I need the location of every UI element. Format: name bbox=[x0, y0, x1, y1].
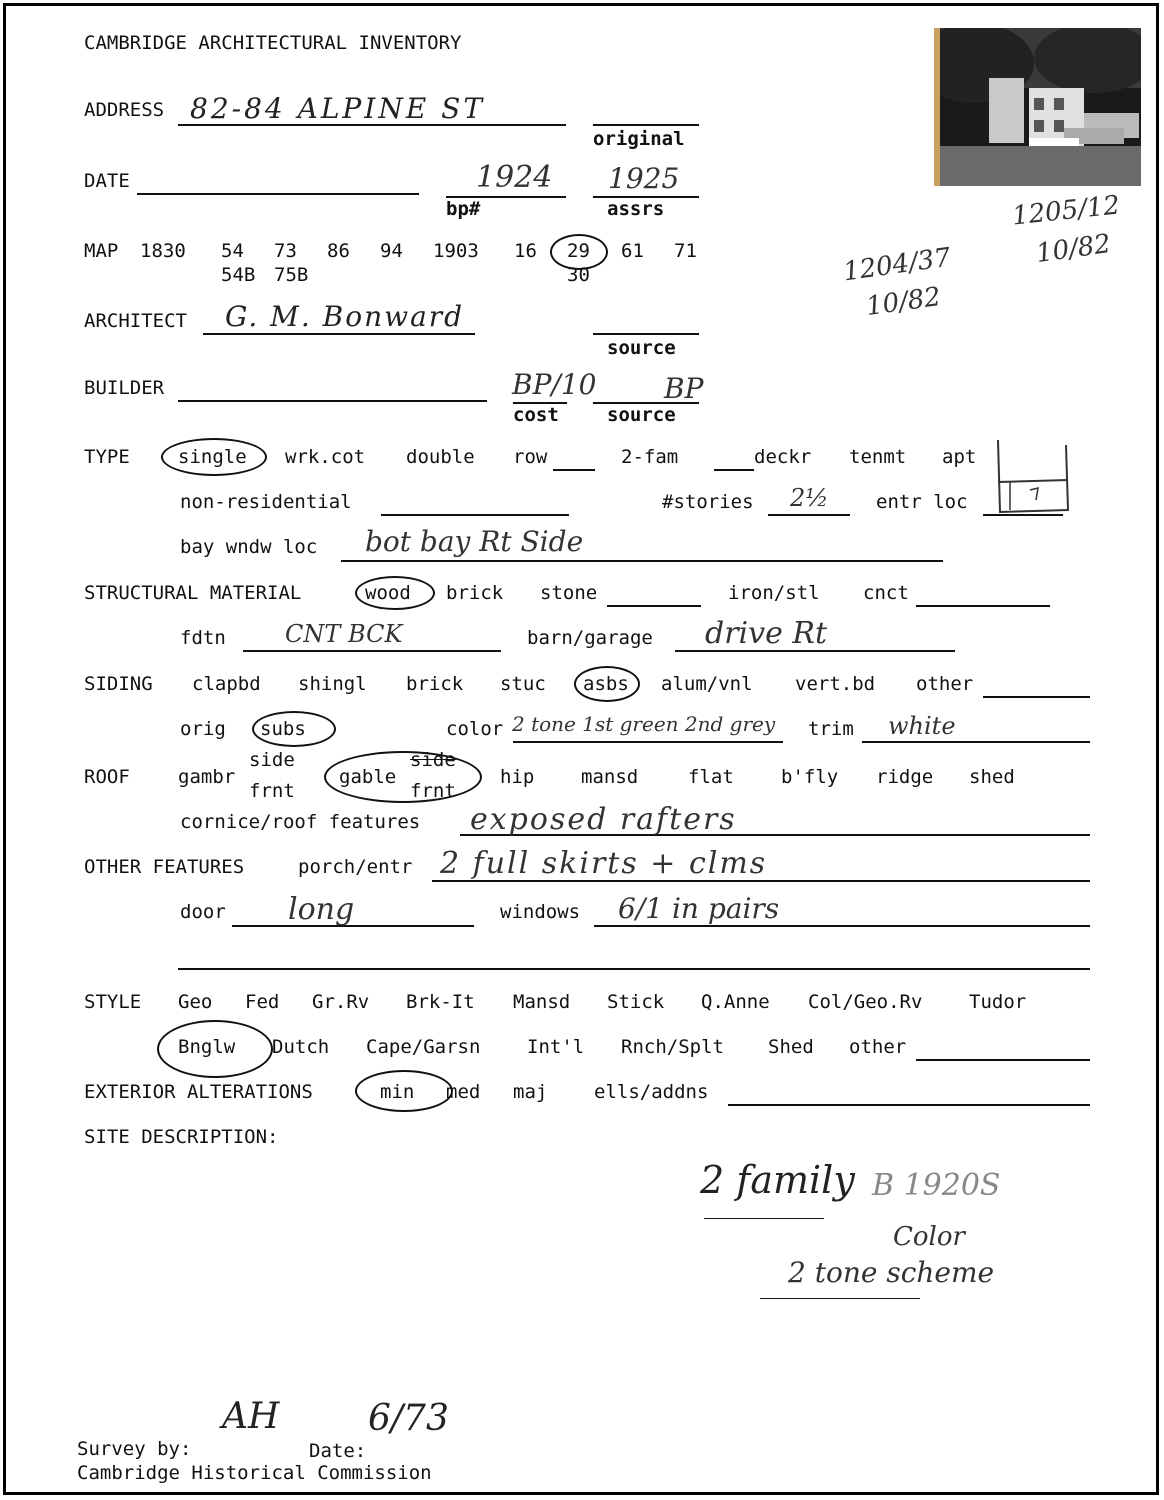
porch-label: porch/entr bbox=[298, 856, 413, 878]
original-label: original bbox=[593, 128, 685, 150]
site-note-2: Color bbox=[893, 1222, 965, 1252]
fdtn-label: fdtn bbox=[180, 627, 226, 649]
siding-asbs-circle bbox=[574, 666, 640, 702]
barn-label: barn/garage bbox=[527, 627, 653, 649]
style-fed: Fed bbox=[245, 991, 280, 1013]
cnct-line bbox=[916, 605, 1050, 607]
roof-gambr: gambr bbox=[178, 766, 236, 788]
style-bnglw-circle bbox=[157, 1020, 273, 1078]
roof-label: ROOF bbox=[84, 766, 130, 788]
map-note-2: 1205/12 bbox=[1010, 190, 1122, 232]
roof-side-2: side bbox=[410, 749, 456, 771]
map-sub-75b: 75B bbox=[274, 264, 309, 286]
subs-circle bbox=[252, 711, 336, 747]
siding-other-line bbox=[983, 696, 1090, 698]
map-note-2b: 10/82 bbox=[1034, 228, 1113, 270]
siding-other: other bbox=[916, 673, 974, 695]
style-other-line bbox=[916, 1059, 1090, 1061]
commission-name: Cambridge Historical Commission bbox=[77, 1462, 432, 1484]
type-deckr: deckr bbox=[754, 446, 812, 468]
style-mansd: Mansd bbox=[513, 991, 571, 1013]
color-label: color bbox=[446, 718, 504, 740]
map-year-86: 86 bbox=[327, 240, 350, 262]
alterations-med: med bbox=[446, 1081, 481, 1103]
stone-line bbox=[607, 605, 701, 607]
style-qanne: Q.Anne bbox=[701, 991, 770, 1013]
builder-label: BUILDER bbox=[84, 377, 165, 399]
nonres-line bbox=[381, 514, 569, 516]
alterations-min: min bbox=[380, 1081, 415, 1103]
date-bp-value: 1924 bbox=[476, 160, 553, 195]
style-bnglw: Bnglw bbox=[178, 1036, 236, 1058]
date-line bbox=[137, 193, 419, 195]
footer-date-value: 6/73 bbox=[368, 1398, 449, 1439]
original-top-line bbox=[593, 124, 699, 126]
survey-value: AH bbox=[222, 1396, 280, 1437]
structural-label: STRUCTURAL MATERIAL bbox=[84, 582, 302, 604]
type-apt: apt bbox=[942, 446, 977, 468]
type-double: double bbox=[406, 446, 475, 468]
style-dutch: Dutch bbox=[272, 1036, 330, 1058]
bay-label: bay wndw loc bbox=[180, 536, 318, 558]
trim-value: white bbox=[888, 712, 956, 740]
survey-label: Survey by: bbox=[77, 1438, 192, 1460]
site-label: SITE DESCRIPTION: bbox=[84, 1126, 279, 1148]
builder-line bbox=[178, 400, 487, 402]
style-capegarsn: Cape/Garsn bbox=[366, 1036, 481, 1058]
roof-side-1: side bbox=[249, 749, 295, 771]
row-line bbox=[553, 469, 595, 471]
site-note-1-underline bbox=[704, 1218, 824, 1219]
windows-label: windows bbox=[500, 901, 581, 923]
extra-line bbox=[178, 968, 1090, 970]
siding-clapbd: clapbd bbox=[192, 673, 261, 695]
alterations-label: EXTERIOR ALTERATIONS bbox=[84, 1081, 313, 1103]
style-colgeorv: Col/Geo.Rv bbox=[808, 991, 923, 1013]
roof-frnt-1: frnt bbox=[249, 780, 295, 802]
type-single-circle bbox=[161, 438, 267, 476]
style-geo: Geo bbox=[178, 991, 213, 1013]
orig-label: orig bbox=[180, 718, 226, 740]
roof-frnt-2: frnt bbox=[410, 780, 456, 802]
map-sub-30: 30 bbox=[567, 264, 590, 286]
bay-line bbox=[341, 560, 943, 562]
other-features-label: OTHER FEATURES bbox=[84, 856, 245, 878]
structural-wood-circle bbox=[355, 576, 435, 610]
siding-label: SIDING bbox=[84, 673, 153, 695]
alterations-maj: maj bbox=[513, 1081, 548, 1103]
subs-label: subs bbox=[260, 718, 306, 740]
siding-shingl: shingl bbox=[298, 673, 367, 695]
style-stick: Stick bbox=[607, 991, 665, 1013]
roof-bfly: b'fly bbox=[781, 766, 839, 788]
barn-value: drive Rt bbox=[705, 616, 828, 651]
cornice-value: exposed rafters bbox=[470, 802, 737, 837]
deckr-line bbox=[714, 469, 754, 471]
windows-line bbox=[594, 925, 1090, 927]
siding-stuc: stuc bbox=[500, 673, 546, 695]
map-label: MAP bbox=[84, 240, 119, 262]
site-note-1-faint: B 1920S bbox=[872, 1168, 1001, 1203]
cost-label: cost bbox=[513, 404, 559, 426]
stories-label: #stories bbox=[662, 491, 754, 513]
roof-gable-circle bbox=[324, 751, 482, 803]
roof-mansd: mansd bbox=[581, 766, 639, 788]
style-brkit: Brk-It bbox=[406, 991, 475, 1013]
map-year-61: 61 bbox=[621, 240, 644, 262]
porch-value: 2 full skirts + clms bbox=[440, 846, 768, 881]
site-note-3: 2 tone scheme bbox=[788, 1256, 995, 1289]
alterations-min-circle bbox=[355, 1070, 453, 1112]
cornice-label: cornice/roof features bbox=[180, 811, 421, 833]
structural-wood: wood bbox=[365, 582, 411, 604]
fdtn-value: CNT BCK bbox=[285, 620, 403, 648]
roof-ridge: ridge bbox=[876, 766, 934, 788]
architect-label: ARCHITECT bbox=[84, 310, 187, 332]
siding-vertbd: vert.bd bbox=[795, 673, 876, 695]
map-note-1b: 10/82 bbox=[864, 281, 943, 323]
type-2fam: 2-fam bbox=[621, 446, 679, 468]
siding-alumvnl: alum/vnl bbox=[661, 673, 753, 695]
map-year-1903: 1903 bbox=[433, 240, 479, 262]
map-year-16: 16 bbox=[514, 240, 537, 262]
map-year-29: 29 bbox=[567, 240, 590, 262]
date-assrs-value: 1925 bbox=[608, 162, 680, 195]
color-value: 2 tone 1st green 2nd grey bbox=[512, 712, 776, 736]
stories-value: 2½ bbox=[790, 484, 829, 512]
trim-label: trim bbox=[808, 718, 854, 740]
assrs-label: assrs bbox=[607, 198, 665, 220]
style-tudor: Tudor bbox=[969, 991, 1027, 1013]
site-note-1: 2 family bbox=[700, 1158, 855, 1202]
type-label: TYPE bbox=[84, 446, 130, 468]
style-intl: Int'l bbox=[527, 1036, 585, 1058]
footer-date-label: Date: bbox=[309, 1440, 367, 1462]
alterations-line bbox=[728, 1104, 1090, 1106]
door-label: door bbox=[180, 901, 226, 923]
builder-cost-value: BP/10 bbox=[512, 368, 597, 401]
roof-flat: flat bbox=[688, 766, 734, 788]
style-rnchsplt: Rnch/Splt bbox=[621, 1036, 724, 1058]
fdtn-line bbox=[243, 650, 501, 652]
site-note-3-underline bbox=[760, 1298, 920, 1299]
nonres-label: non-residential bbox=[180, 491, 352, 513]
entr-loc-label: entr loc bbox=[876, 491, 968, 513]
type-single: single bbox=[178, 446, 247, 468]
bp-label: bp# bbox=[446, 198, 481, 220]
color-line bbox=[513, 741, 783, 743]
alterations-ellsaddns: ells/addns bbox=[594, 1081, 709, 1103]
roof-gable: gable bbox=[339, 766, 397, 788]
siding-asbs: asbs bbox=[583, 673, 629, 695]
structural-ironstl: iron/stl bbox=[728, 582, 820, 604]
map-year-1830: 1830 bbox=[140, 240, 186, 262]
architect-value: G. M. Bonward bbox=[225, 300, 465, 333]
structural-cnct: cnct bbox=[863, 582, 909, 604]
roof-shed: shed bbox=[969, 766, 1015, 788]
stories-line bbox=[768, 514, 850, 516]
form-title: CAMBRIDGE ARCHITECTURAL INVENTORY bbox=[84, 32, 462, 54]
map-year-54: 54 bbox=[221, 240, 244, 262]
builder-source-label: source bbox=[607, 404, 676, 426]
map-year-71: 71 bbox=[674, 240, 697, 262]
address-value: 82-84 ALPINE ST bbox=[190, 92, 486, 125]
windows-value: 6/1 in pairs bbox=[618, 892, 780, 925]
source-label: source bbox=[607, 337, 676, 359]
bay-value: bot bay Rt Side bbox=[365, 525, 584, 558]
map-note-1: 1204/37 bbox=[841, 242, 953, 288]
architect-source-line bbox=[593, 333, 699, 335]
entr-loc-sketch bbox=[990, 430, 1080, 520]
structural-stone: stone bbox=[540, 582, 598, 604]
date-label: DATE bbox=[84, 170, 130, 192]
style-label: STYLE bbox=[84, 991, 142, 1013]
map-year-73: 73 bbox=[274, 240, 297, 262]
house-photo bbox=[934, 28, 1141, 186]
type-row: row bbox=[513, 446, 548, 468]
type-tenmt: tenmt bbox=[849, 446, 907, 468]
builder-source-value: BP bbox=[664, 372, 704, 405]
door-value: long bbox=[288, 892, 355, 927]
type-wrkcot: wrk.cot bbox=[285, 446, 366, 468]
map-year-94: 94 bbox=[380, 240, 403, 262]
address-label: ADDRESS bbox=[84, 99, 165, 121]
style-shed: Shed bbox=[768, 1036, 814, 1058]
style-other: other bbox=[849, 1036, 907, 1058]
architect-line bbox=[203, 333, 475, 335]
siding-brick: brick bbox=[406, 673, 464, 695]
roof-hip: hip bbox=[500, 766, 535, 788]
style-grrv: Gr.Rv bbox=[312, 991, 370, 1013]
trim-line bbox=[862, 741, 1090, 743]
map-sub-54b: 54B bbox=[221, 264, 256, 286]
structural-brick: brick bbox=[446, 582, 504, 604]
